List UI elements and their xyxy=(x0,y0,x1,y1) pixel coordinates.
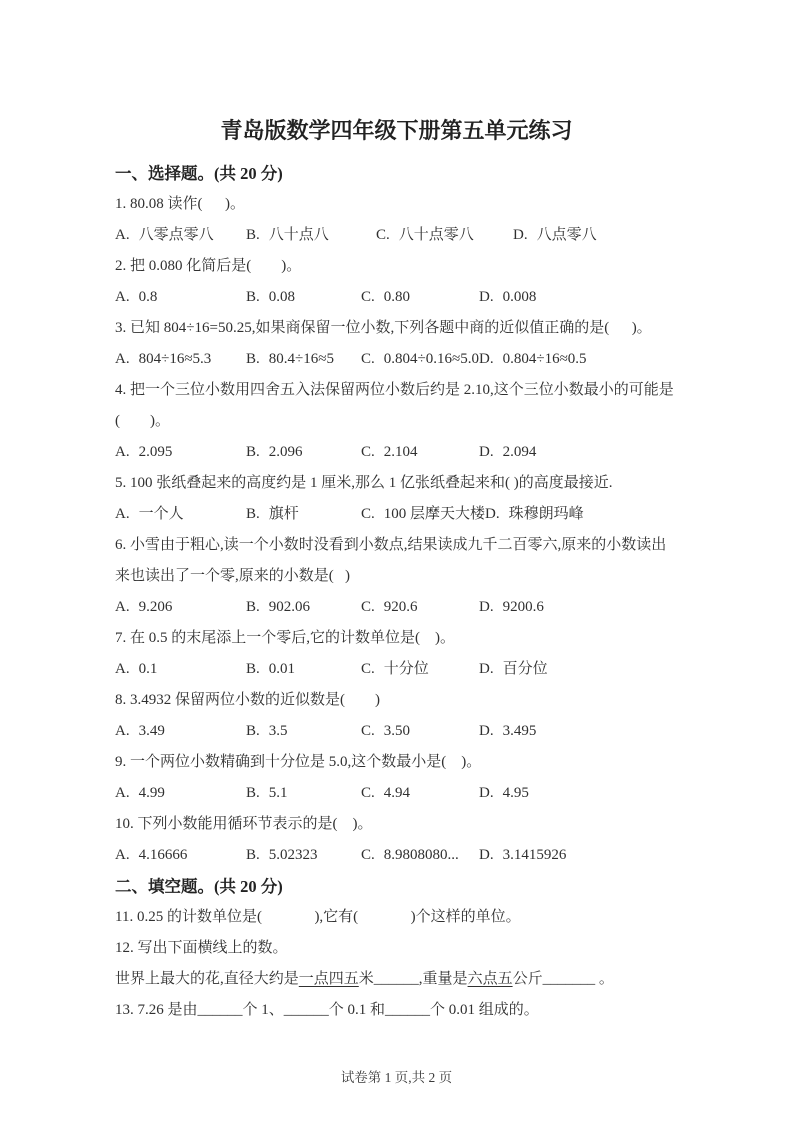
option-label: B. xyxy=(246,444,260,460)
option-label: A. xyxy=(115,227,130,243)
option-label: B. xyxy=(246,847,260,863)
option-text: 4.95 xyxy=(502,785,529,801)
option-label: D. xyxy=(479,351,494,367)
option-c xyxy=(361,437,479,468)
option-text: 4.16666 xyxy=(138,847,188,863)
option-label: B. xyxy=(246,599,260,615)
question-4-stem-line2: ( )。 xyxy=(115,413,170,429)
option-text: 珠穆朗玛峰 xyxy=(508,506,584,522)
option-text: 0.1 xyxy=(138,661,158,677)
option-label: D. xyxy=(513,227,528,243)
option-b xyxy=(246,220,376,251)
option-text: 80.4÷16≈5 xyxy=(268,351,334,367)
option-text: 3.1415926 xyxy=(502,847,567,863)
question-7-options xyxy=(115,654,689,685)
option-label: B. xyxy=(246,227,260,243)
option-b xyxy=(246,344,361,375)
option-text: 八零点零八 xyxy=(138,227,214,243)
question-6-stem-line1: 6. 小雪由于粗心,读一个小数时没看到小数点,结果读成九千二百零六,原来的小数读出 xyxy=(115,537,667,553)
option-b xyxy=(246,437,361,468)
option-text: 十分位 xyxy=(383,661,429,677)
option-d xyxy=(485,499,584,530)
option-c xyxy=(361,344,479,375)
option-text: 0.08 xyxy=(268,289,296,305)
option-text: 0.804÷16≈0.5 xyxy=(502,351,587,367)
page-footer: 试卷第 1 页,共 2 页 xyxy=(340,1070,453,1085)
option-text: 3.50 xyxy=(383,723,411,739)
option-label: C. xyxy=(361,444,375,460)
option-a xyxy=(115,499,246,530)
option-a xyxy=(115,282,246,313)
option-c xyxy=(361,778,479,809)
option-text: 0.008 xyxy=(502,289,537,305)
option-d xyxy=(479,282,536,313)
option-label: D. xyxy=(479,723,494,739)
option-b xyxy=(246,840,361,871)
option-text: 一个人 xyxy=(138,506,184,522)
question-9-stem: 9. 一个两位小数精确到十分位是 5.0,这个数最小是( )。 xyxy=(115,754,482,770)
option-label: D. xyxy=(479,785,494,801)
option-d xyxy=(479,778,529,809)
option-label: C. xyxy=(361,351,375,367)
option-label: D. xyxy=(485,506,500,522)
sentence-mid: ,重量是 xyxy=(418,971,468,987)
option-text: 2.094 xyxy=(502,444,537,460)
option-label: B. xyxy=(246,661,260,677)
option-label: A. xyxy=(115,847,130,863)
option-label: D. xyxy=(479,847,494,863)
option-label: C. xyxy=(361,785,375,801)
option-label: B. xyxy=(246,785,260,801)
page-title: 青岛版数学四年级下册第五单元练习 xyxy=(220,118,573,143)
option-text: 0.804÷0.16≈5.0 xyxy=(383,351,479,367)
option-d xyxy=(479,654,548,685)
question-12-stem: 12. 写出下面横线上的数。 xyxy=(115,940,288,956)
option-text: 八十点八 xyxy=(268,227,329,243)
question-2-stem: 2. 把 0.080 化简后是( )。 xyxy=(115,258,302,274)
option-label: D. xyxy=(479,661,494,677)
option-text: 0.8 xyxy=(138,289,158,305)
option-text: 八十点零八 xyxy=(398,227,474,243)
option-text: 5.1 xyxy=(268,785,288,801)
option-label: C. xyxy=(361,661,375,677)
option-d xyxy=(479,592,544,623)
option-label: A. xyxy=(115,661,130,677)
option-b xyxy=(246,282,361,313)
option-text: 八点零八 xyxy=(536,227,597,243)
option-c xyxy=(361,592,479,623)
option-a xyxy=(115,716,246,747)
option-label: D. xyxy=(479,289,494,305)
section-heading-fill-blank: 二、填空题。(共 20 分) xyxy=(115,877,283,896)
question-13-stem: 13. 7.26 是由______个 1、______个 0.1 和______个 0.01 组成的。 xyxy=(115,1002,539,1018)
option-b xyxy=(246,499,361,530)
answer-blank: _______ xyxy=(542,971,596,987)
sentence-prefix: 世界上最大的花,直径大约是 xyxy=(115,971,299,987)
option-label: B. xyxy=(246,723,260,739)
option-label: A. xyxy=(115,785,130,801)
option-label: C. xyxy=(361,289,375,305)
option-text: 8.9808080... xyxy=(383,847,459,863)
option-label: A. xyxy=(115,506,130,522)
unit-label: 公斤 xyxy=(512,971,543,987)
question-11-stem: 11. 0.25 的计数单位是( ),它有( )个这样的单位。 xyxy=(115,909,521,925)
option-c xyxy=(361,282,479,313)
option-text: 9200.6 xyxy=(502,599,544,615)
option-text: 4.99 xyxy=(138,785,165,801)
option-text: 3.49 xyxy=(138,723,165,739)
underlined-reading: 一点四五 xyxy=(298,971,359,987)
option-label: D. xyxy=(479,599,494,615)
option-label: A. xyxy=(115,599,130,615)
option-label: C. xyxy=(361,847,375,863)
option-c xyxy=(361,654,479,685)
option-a xyxy=(115,344,246,375)
question-1-options xyxy=(115,220,689,251)
option-text: 902.06 xyxy=(268,599,311,615)
question-7-stem: 7. 在 0.5 的末尾添上一个零后,它的计数单位是( )。 xyxy=(115,630,455,646)
question-8-options xyxy=(115,716,689,747)
option-label: A. xyxy=(115,289,130,305)
option-b xyxy=(246,654,361,685)
option-label: B. xyxy=(246,351,260,367)
option-label: B. xyxy=(246,506,260,522)
option-label: C. xyxy=(361,723,375,739)
option-a xyxy=(115,592,246,623)
question-3-options xyxy=(115,344,689,375)
option-c xyxy=(361,499,485,530)
sentence-suffix: 。 xyxy=(595,971,614,987)
option-c xyxy=(376,220,513,251)
option-text: 旗杆 xyxy=(268,506,299,522)
question-6-options xyxy=(115,592,689,623)
option-b xyxy=(246,592,361,623)
option-label: A. xyxy=(115,351,130,367)
option-b xyxy=(246,716,361,747)
option-a xyxy=(115,840,246,871)
option-b xyxy=(246,778,361,809)
option-d xyxy=(479,840,566,871)
option-label: C. xyxy=(376,227,390,243)
option-label: A. xyxy=(115,444,130,460)
option-c xyxy=(361,840,479,871)
option-text: 2.096 xyxy=(268,444,303,460)
underlined-reading: 六点五 xyxy=(467,971,513,987)
option-label: C. xyxy=(361,599,375,615)
option-text: 2.095 xyxy=(138,444,173,460)
option-d xyxy=(479,716,536,747)
option-a xyxy=(115,220,246,251)
option-d xyxy=(513,220,597,251)
question-1-stem: 1. 80.08 读作( )。 xyxy=(115,196,245,212)
option-text: 3.495 xyxy=(502,723,537,739)
question-4-options xyxy=(115,437,689,468)
option-text: 0.01 xyxy=(268,661,296,677)
question-10-options xyxy=(115,840,689,871)
question-5-options xyxy=(115,499,689,530)
option-text: 3.5 xyxy=(268,723,288,739)
option-text: 100 层摩天大楼 xyxy=(383,506,486,522)
question-12-sentence xyxy=(115,964,689,995)
option-text: 2.104 xyxy=(383,444,418,460)
option-text: 5.02323 xyxy=(268,847,318,863)
option-text: 0.80 xyxy=(383,289,411,305)
question-3-stem: 3. 已知 804÷16=50.25,如果商保留一位小数,下列各题中商的近似值正确的是( )。 xyxy=(115,320,652,336)
exam-content xyxy=(0,158,793,1026)
option-d xyxy=(479,437,536,468)
answer-blank: ______ xyxy=(373,971,419,987)
question-2-options xyxy=(115,282,689,313)
option-a xyxy=(115,437,246,468)
option-text: 4.94 xyxy=(383,785,411,801)
question-8-stem: 8. 3.4932 保留两位小数的近似数是( ) xyxy=(115,692,380,708)
question-4-stem-line1: 4. 把一个三位小数用四舍五入法保留两位小数后约是 2.10,这个三位小数最小的可能是 xyxy=(115,382,674,398)
question-9-options xyxy=(115,778,689,809)
option-label: C. xyxy=(361,506,375,522)
option-text: 804÷16≈5.3 xyxy=(138,351,212,367)
option-c xyxy=(361,716,479,747)
option-label: D. xyxy=(479,444,494,460)
option-a xyxy=(115,654,246,685)
question-6-stem-line2: 来也读出了一个零,原来的小数是( ) xyxy=(115,568,350,584)
question-5-stem: 5. 100 张纸叠起来的高度约是 1 厘米,那么 1 亿张纸叠起来和( )的高度最接近. xyxy=(115,475,613,491)
section-heading-choice: 一、选择题。(共 20 分) xyxy=(115,164,283,183)
option-label: B. xyxy=(246,289,260,305)
option-text: 9.206 xyxy=(138,599,173,615)
option-a xyxy=(115,778,246,809)
option-text: 百分位 xyxy=(502,661,548,677)
unit-label: 米 xyxy=(358,971,374,987)
option-text: 920.6 xyxy=(383,599,418,615)
option-d xyxy=(479,344,587,375)
option-label: A. xyxy=(115,723,130,739)
question-10-stem: 10. 下列小数能用循环节表示的是( )。 xyxy=(115,816,373,832)
